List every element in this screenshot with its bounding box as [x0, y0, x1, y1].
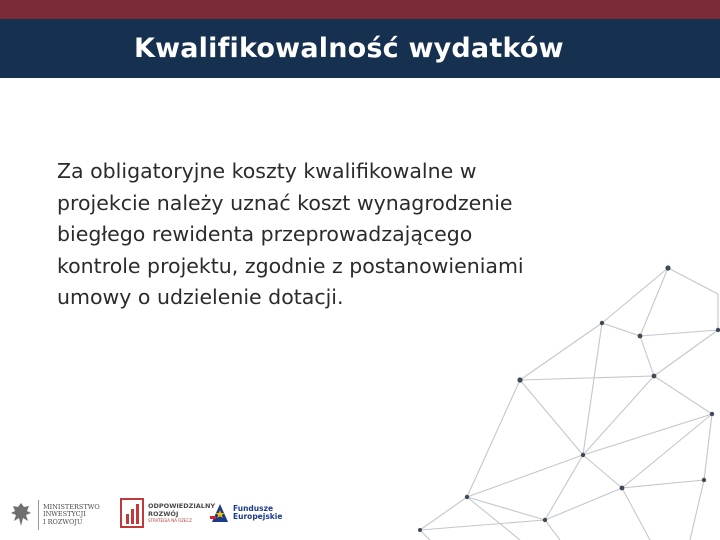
- logo-divider: [38, 500, 39, 530]
- ministry-line-2: INWESTYCJI: [43, 510, 86, 519]
- poland-line-2: ROZWÓJ: [148, 509, 179, 518]
- ministry-line-3: I ROZWOJU: [43, 517, 83, 526]
- poland-line-1: ODPOWIEDZIALNY: [148, 502, 216, 510]
- body-paragraph: Za obligatoryjne koszty kwalifikowalne w projekcie należy uznać koszt wynagrodzenie biegłego rewidenta przeprowadzającego kontrole projektu, zgodnie z postanowieniami umowy o udzielenie dotacji.: [57, 159, 524, 309]
- funds-line-2: Europejskie: [233, 512, 283, 521]
- eu-funds-star-icon: [210, 502, 230, 524]
- funds-logo: [210, 502, 282, 524]
- poland-logo: [120, 498, 215, 528]
- funds-line-1: Fundusze: [233, 503, 274, 513]
- slide-title: Kwalifikowalność wydatków: [134, 33, 564, 64]
- eagle-emblem-icon: [8, 500, 34, 530]
- footer-logos: [0, 480, 720, 540]
- poland-sub: STRATEGIA NA RZECZ: [148, 518, 192, 523]
- ministry-line-1: MINISTERSTWO: [43, 502, 100, 511]
- ministry-logo: [8, 500, 100, 530]
- bar-chart-logo-icon: [120, 498, 144, 528]
